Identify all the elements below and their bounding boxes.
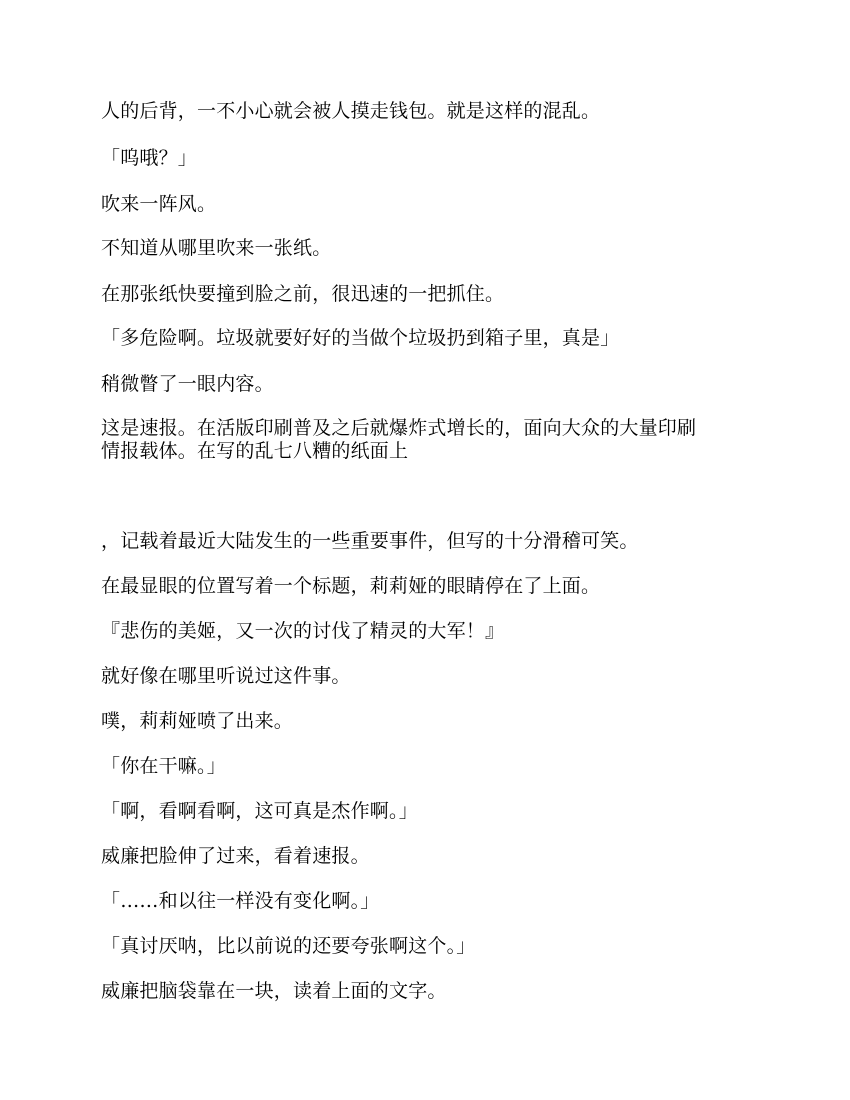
paragraph-10: 在最显眼的位置写着一个标题，莉莉娅的眼睛停在了上面。 (101, 575, 601, 597)
paragraph-16: 威廉把脸伸了过来，看着速报。 (101, 845, 370, 867)
paragraph-11: 『悲伤的美姬，又一次的讨伐了精灵的大军！』 (101, 620, 505, 642)
paragraph-14: 「你在干嘛。」 (101, 755, 226, 777)
paragraph-13: 噗，莉莉娅喷了出来。 (101, 710, 294, 732)
paragraph-17: 「……和以往一样没有变化啊。」 (101, 890, 380, 912)
paragraph-4: 不知道从哪里吹来一张纸。 (101, 237, 332, 259)
paragraph-5: 在那张纸快要撞到脸之前，很迅速的一把抓住。 (101, 283, 505, 305)
paragraph-19: 威廉把脑袋靠在一块，读着上面的文字。 (101, 980, 447, 1002)
paragraph-6: 「多危险啊。垃圾就要好好的当做个垃圾扔到箱子里，真是」 (101, 327, 620, 349)
paragraph-8: 这是速报。在活版印刷普及之后就爆炸式增长的，面向大众的大量印刷 情报载体。在写的乱七八糟的纸面上 (101, 417, 697, 462)
paragraph-9: ，记载着最近大陆发生的一些重要事件，但写的十分滑稽可笑。 (101, 530, 639, 552)
paragraph-3: 吹来一阵风。 (101, 193, 217, 215)
paragraph-12: 就好像在哪里听说过这件事。 (101, 665, 351, 687)
paragraph-15: 「啊，看啊看啊，这可真是杰作啊。」 (101, 800, 418, 822)
paragraph-18: 「真讨厌呐，比以前说的还要夸张啊这个。」 (101, 935, 476, 957)
paragraph-1: 人的后背，一不小心就会被人摸走钱包。就是这样的混乱。 (101, 100, 601, 122)
paragraph-7: 稍微瞥了一眼内容。 (101, 373, 274, 395)
paragraph-2: 「呜哦？」 (101, 147, 198, 169)
